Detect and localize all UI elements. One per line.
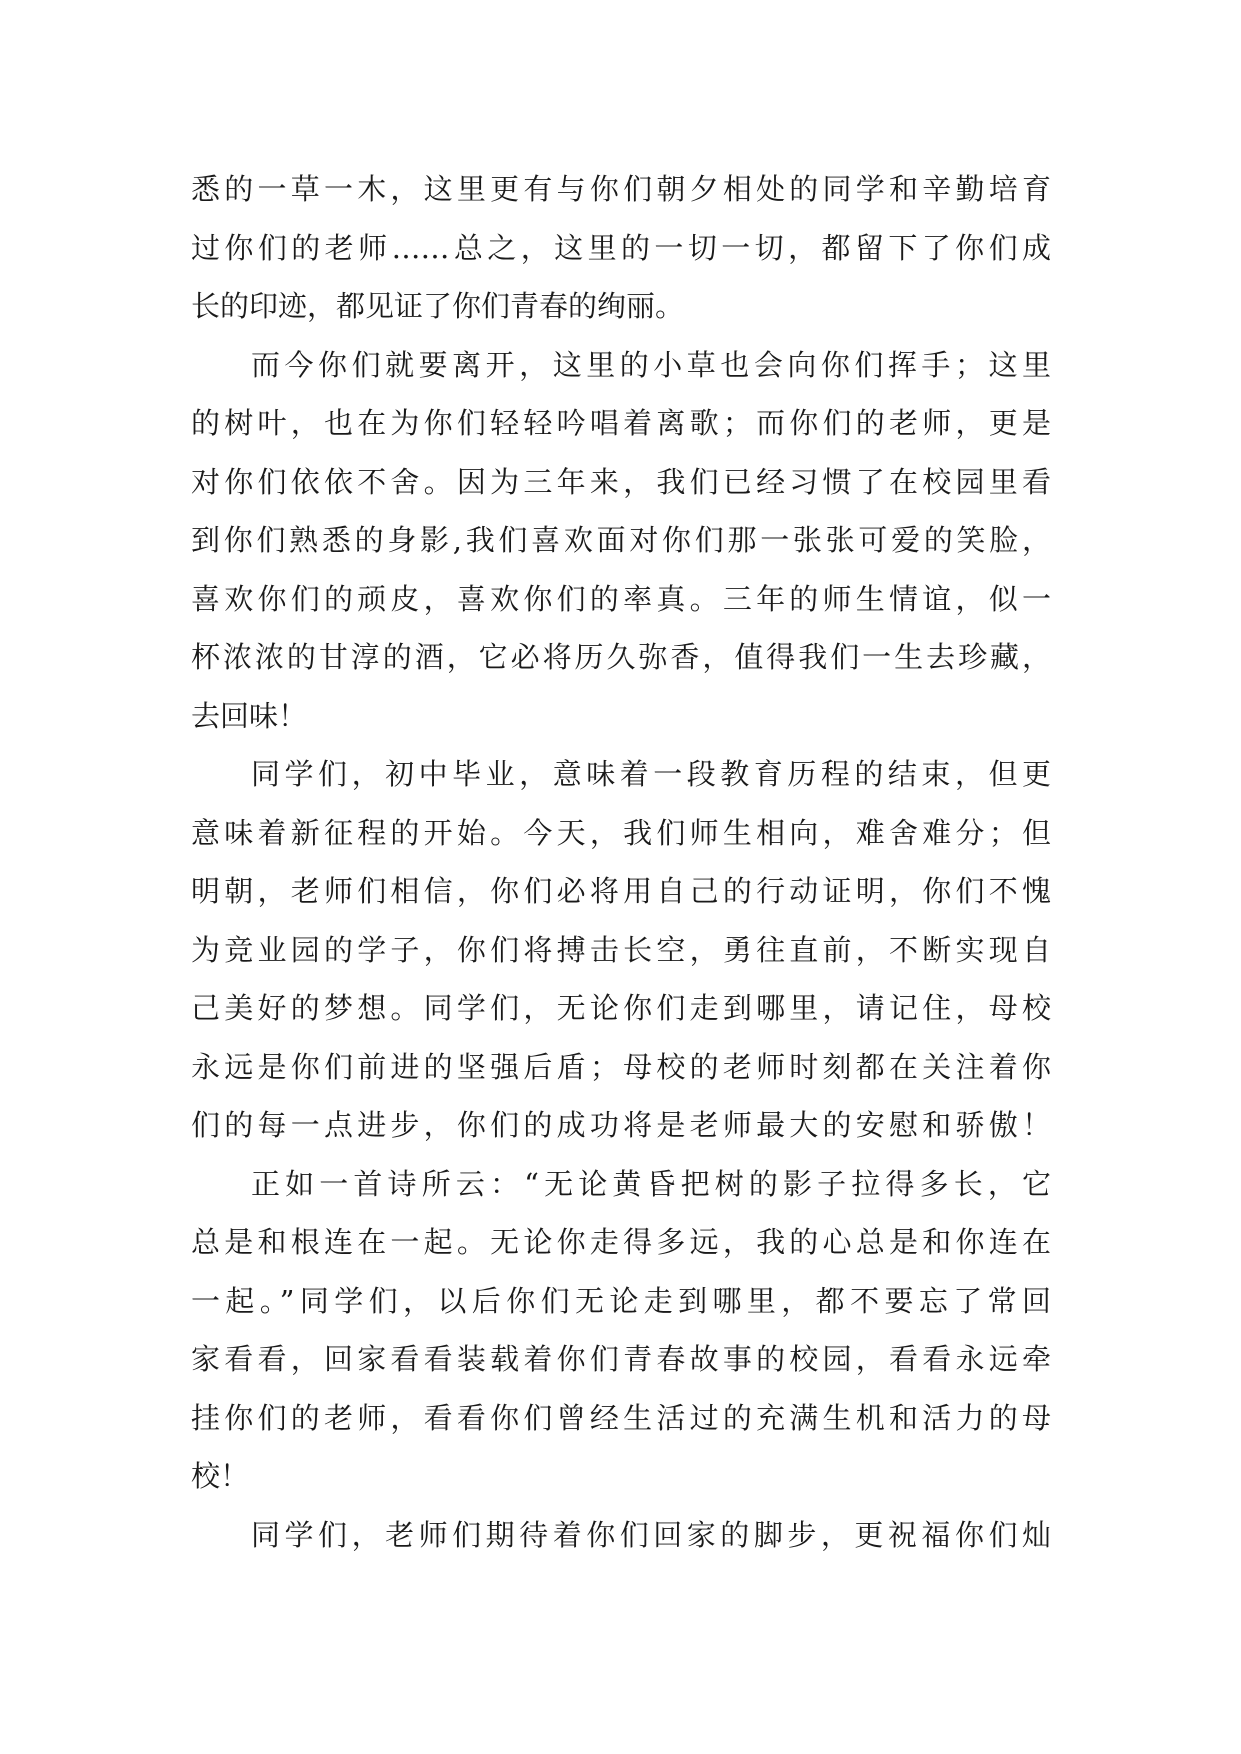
- text-line: 明朝，老师们相信，你们必将用自己的行动证明，你们不愧: [191, 874, 1051, 908]
- text-line: 校！: [191, 1459, 250, 1493]
- text-line: 意味着新征程的开始。今天，我们师生相向，难舍难分；但: [191, 815, 1051, 850]
- text-line: 悉的一草一木，这里更有与你们朝夕相处的同学和辛勤培育: [191, 172, 1051, 206]
- document-body: [191, 160, 1051, 1564]
- text-line: 同学们，初中毕业，意味着一段教育历程的结束，但更: [251, 757, 1051, 791]
- text-line: 而今你们就要离开，这里的小草也会向你们挥手；这里: [251, 347, 1051, 382]
- text-line: 一起。”同学们，以后你们无论走到哪里，都不要忘了常回: [191, 1283, 1051, 1318]
- text-line: 过你们的老师……总之，这里的一切一切，都留下了你们成: [191, 230, 1051, 265]
- text-line: 挂你们的老师，看看你们曾经生活过的充满生机和活力的母: [191, 1400, 1051, 1435]
- text-line: 的树叶，也在为你们轻轻吟唱着离歌；而你们的老师，更是: [191, 406, 1051, 440]
- text-line: 永远是你们前进的坚强后盾；母校的老师时刻都在关注着你: [191, 1049, 1051, 1084]
- text-line: 正如一首诗所云：“无论黄昏把树的影子拉得多长，它: [251, 1166, 1051, 1201]
- text-line: 到你们熟悉的身影,我们喜欢面对你们那一张张可爱的笑脸，: [191, 523, 1051, 557]
- text-line: 同学们，老师们期待着你们回家的脚步，更祝福你们灿: [251, 1517, 1051, 1552]
- text-line: 去回味！: [191, 698, 308, 733]
- text-line: 喜欢你们的顽皮，喜欢你们的率真。三年的师生情谊，似一: [191, 581, 1051, 616]
- text-line: 杯浓浓的甘淳的酒，它必将历久弥香，值得我们一生去珍藏，: [191, 640, 1051, 674]
- text-line: 总是和根连在一起。无论你走得多远，我的心总是和你连在: [191, 1225, 1051, 1259]
- text-line: 长的印迹，都见证了你们青春的绚丽。: [191, 289, 685, 323]
- text-line: 己美好的梦想。同学们，无论你们走到哪里，请记住，母校: [191, 991, 1051, 1025]
- text-line: 为竞业园的学子，你们将搏击长空，勇往直前，不断实现自: [191, 932, 1051, 967]
- text-line: 对你们依依不舍。因为三年来，我们已经习惯了在校园里看: [191, 464, 1051, 499]
- text-line: 们的每一点进步，你们的成功将是老师最大的安慰和骄傲！: [191, 1108, 1051, 1142]
- text-line: 家看看，回家看看装载着你们青春故事的校园，看看永远牵: [191, 1342, 1051, 1376]
